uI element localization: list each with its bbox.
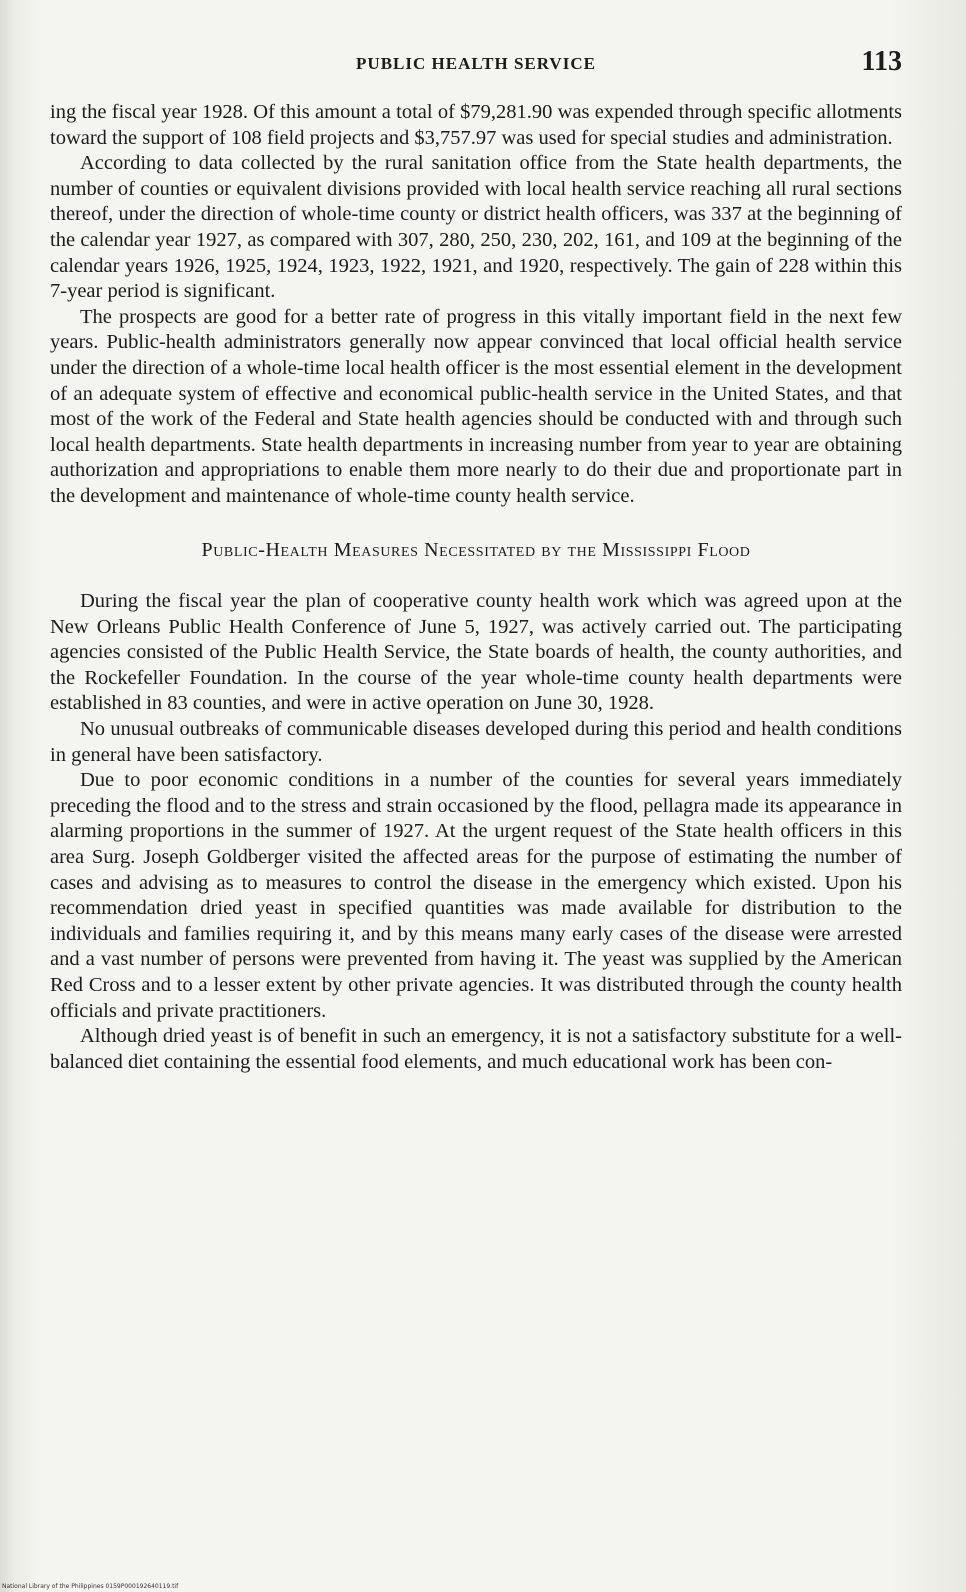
paragraph-rural-sanitation-data: According to data collected by the rural sanitation office from the State health departments, the number of counties or equivalent divisions provided with local health service reaching all rural sections thereof, under the direction of whole-time county or district health officers, was 337 at the beginning of the calendar year 1927, as compared with 307, 280, 250, 230, 202, 161, and 109 at the beginning of the calendar years 1926, 1925, 1924, 1923, 1922, 1921, and 1920, respectively. The gain of 228 within this 7-year period is significant. bbox=[50, 152, 902, 303]
section-heading: Public-Health Measures Necessitated by the Mississippi Flood bbox=[201, 538, 751, 561]
page-header bbox=[50, 46, 902, 82]
page-number: 113 bbox=[861, 46, 902, 77]
running-head: PUBLIC HEALTH SERVICE bbox=[356, 54, 596, 73]
paragraph-no-outbreaks: No unusual outbreaks of communicable diseases developed during this period and health conditions in general have been satisfactory. bbox=[50, 718, 902, 766]
body-text bbox=[50, 100, 902, 1075]
paragraph-cooperative-plan: During the fiscal year the plan of cooperative county health work which was agreed upon at the New Orleans Public Health Conference of June 5, 1927, was actively carried out. The participating agencies consisted of the Public Health Service, the State boards of health, the county authorities, and the Rockefeller Foundation. In the course of the year whole-time county health departments were established in 83 counties, and were in active operation on June 30, 1928. bbox=[50, 590, 902, 715]
scan-credit: National Library of the Philippines 0159P000192640119.tif bbox=[2, 1583, 179, 1590]
paragraph-dried-yeast: Although dried yeast is of benefit in such an emergency, it is not a satisfactory substitute for a well-balanced diet containing the essential food elements, and much educational work has been con- bbox=[50, 1025, 902, 1073]
paragraph-pellagra: Due to poor economic conditions in a number of the counties for several years immediately preceding the flood and to the stress and strain occasioned by the flood, pellagra made its appearance in alarming proportions in the summer of 1927. At the urgent request of the State health officers in this area Surg. Joseph Goldberger visited the affected areas for the purpose of estimating the number of cases and advising as to measures to control the disease in the emergency which existed. Upon his recommendation dried yeast in specified quantities was made available for distribution to the individuals and families requiring it, and by this means many early cases of the disease were arrested and a vast number of persons were prevented from having it. The yeast was supplied by the American Red Cross and to a lesser extent by other private agencies. It was distributed through the county health officials and private practitioners. bbox=[50, 769, 902, 1022]
paragraph-prospects: The prospects are good for a better rate of progress in this vitally important field in the next few years. Public-health administrators generally now appear convinced that local official health service under the direction of a whole-time local health officer is the most essential element in the development of an adequate system of effective and economical public-health service in the United States, and that most of the work of the Federal and State health agencies should be conducted with and through such local health departments. State health departments in increasing number from year to year are obtaining authorization and appropriations to enable them more nearly to do their due and proportionate part in the development and maintenance of whole-time county health service. bbox=[50, 305, 902, 507]
paragraph-continuation: ing the fiscal year 1928. Of this amount a total of $79,281.90 was expended through specific allotments toward the support of 108 field projects and $3,757.97 was used for special studies and administration. bbox=[50, 101, 902, 149]
